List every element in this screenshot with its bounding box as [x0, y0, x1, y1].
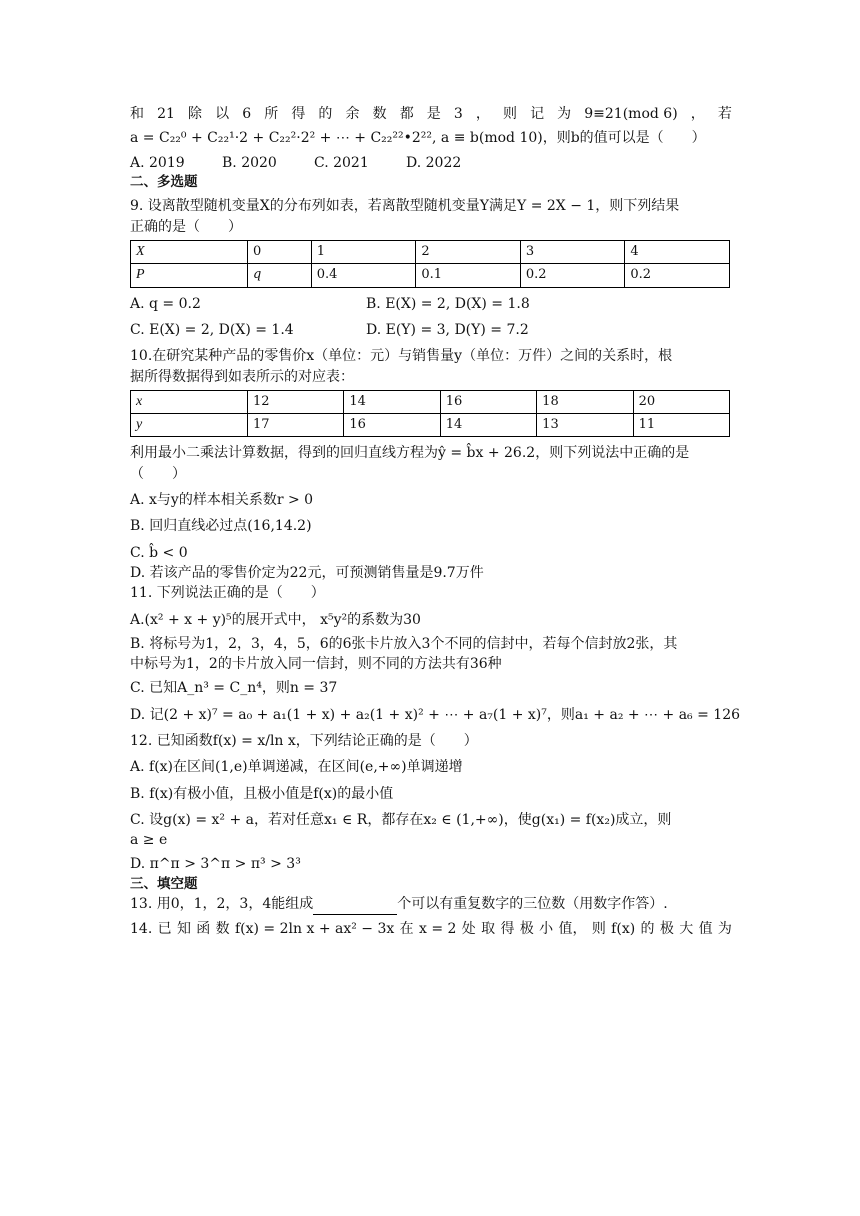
- q8-line1-word: 以: [215, 106, 230, 122]
- q11-option-c[interactable]: C. 已知A_n³ = C_n⁴，则n = 37: [130, 680, 338, 697]
- q8-line1-word: 所: [264, 106, 279, 122]
- table-cell: 16: [344, 414, 440, 437]
- q8-option-d[interactable]: D. 2022: [406, 154, 462, 171]
- table-row: [131, 390, 730, 413]
- q10-stem-line3: 利用最小二乘法计算数据，得到的回归直线方程为ŷ = b̂x + 26.2，则下列说法中正确的是: [130, 445, 690, 462]
- q14-word: f(x): [611, 920, 636, 937]
- q14-word: 大: [679, 920, 694, 937]
- section-heading-multi-choice: 二、多选题: [130, 173, 198, 190]
- q8-line1-word: 的: [318, 106, 333, 122]
- q14-word: 的: [640, 920, 655, 937]
- q9-stem-line1: 9. 设离散型随机变量X的分布列如表，若离散型随机变量Y满足Y = 2X − 1，则下列结果: [130, 198, 680, 215]
- table-cell: 12: [248, 390, 344, 413]
- q9-options-row1: [130, 294, 732, 314]
- exam-page: [130, 104, 741, 939]
- q13-text-before: 13. 用0，1，2，3，4能组成: [130, 896, 314, 913]
- q8-line1-word: ，: [690, 106, 705, 122]
- q14-word: 函: [196, 920, 211, 937]
- table-cell: 14: [440, 414, 536, 437]
- q8-line1-word: 则: [502, 106, 517, 122]
- table-cell: 0: [248, 241, 312, 264]
- q14-word: 已: [157, 920, 172, 937]
- q8-line1-word: 和: [130, 106, 144, 122]
- q8-line1-word: 记: [530, 106, 545, 122]
- table-cell: 0.2: [625, 264, 730, 287]
- table-row: [131, 414, 730, 437]
- q12-option-a[interactable]: A. f(x)在区间(1,e)单调递减，在区间(e,+∞)单调递增: [130, 759, 463, 776]
- q8-line1-word: 是: [426, 106, 441, 122]
- q10-option-d[interactable]: D. 若该产品的零售价定为22元，可预测销售量是9.7万件: [130, 564, 484, 581]
- q14-word: 知: [176, 920, 191, 937]
- q8-option-c[interactable]: C. 2021: [314, 154, 369, 171]
- q9-distribution-table: [130, 240, 730, 288]
- section-heading-fill-blank: 三、填空题: [130, 875, 198, 892]
- q13-answer-blank[interactable]: [313, 900, 397, 915]
- q9-option-a[interactable]: A. q = 0.2: [130, 295, 201, 312]
- q11-option-b-line1[interactable]: B. 将标号为1，2，3，4，5，6的6张卡片放入3个不同的信封中，若每个信封放2张，其: [130, 635, 678, 652]
- q8-line1-word: 除: [188, 106, 203, 122]
- q8-line2: a = C₂₂⁰ + C₂₂¹·2 + C₂₂²·2² + ⋯ + C₂₂²²•2²², a ≡ b(mod 10)，则b的值可以是（ ）: [130, 130, 706, 147]
- table-cell: 20: [633, 390, 729, 413]
- q14-word: 取: [481, 920, 496, 937]
- table-cell: 0.2: [520, 264, 625, 287]
- q8-line1-word: 9≡21(mod 6): [584, 106, 678, 122]
- table-cell: 14: [344, 390, 440, 413]
- q8-option-b[interactable]: B. 2020: [222, 154, 277, 171]
- table-row: [131, 264, 730, 287]
- q11-option-b-line2: 中标号为1，2的卡片放入同一信封，则不同的方法共有36种: [130, 656, 502, 673]
- q14-word: 则: [591, 920, 606, 937]
- q8-line1-word: 3: [453, 106, 463, 122]
- q9-option-d[interactable]: D. E(Y) = 3, D(Y) = 7.2: [366, 321, 529, 338]
- q12-option-c-line1[interactable]: C. 设g(x) = x² + a，若对任意x₁ ∈ R，都存在x₂ ∈ (1,+∞)，使g(x₁) = f(x₂)成立，则: [130, 811, 672, 828]
- q9-options-row2: [130, 320, 732, 340]
- q12-option-c-line2: a ≥ e: [130, 832, 168, 849]
- q11-option-d[interactable]: D. 记(2 + x)⁷ = a₀ + a₁(1 + x) + a₂(1 + x)² + ⋯ + a₇(1 + x)⁷，则a₁ + a₂ + ⋯ + a₆ = 126: [130, 706, 741, 723]
- q14-word: 在: [399, 920, 414, 937]
- q10-option-c[interactable]: C. b̂ < 0: [130, 544, 188, 561]
- q8-line1-word: 数: [372, 106, 387, 122]
- q8-line1-word: ，: [475, 106, 490, 122]
- q9-option-b[interactable]: B. E(X) = 2, D(X) = 1.8: [366, 295, 530, 312]
- q10-option-a[interactable]: A. x与y的样本相关系数r > 0: [130, 492, 314, 509]
- q14-word: 处: [461, 920, 476, 937]
- q8-options: [130, 153, 732, 173]
- q11-option-a[interactable]: A.(x² + x + y)⁵的展开式中， x⁵y²的系数为30: [130, 611, 421, 628]
- table-cell: 0.4: [311, 264, 416, 287]
- q12-stem: 12. 已知函数f(x) = x/ln x，下列结论正确的是（ ）: [130, 732, 478, 749]
- q9-stem-line2: 正确的是（ ）: [130, 218, 242, 235]
- table-cell: 0.1: [416, 264, 521, 287]
- table-cell: 17: [248, 414, 344, 437]
- q8-line1-word: 得: [291, 106, 306, 122]
- q8-line1: [130, 104, 732, 124]
- q14-word: 得: [500, 920, 515, 937]
- q14-word: 值，: [558, 920, 587, 937]
- q12-option-b[interactable]: B. f(x)有极小值，且极小值是f(x)的最小值: [130, 785, 394, 802]
- q14-word: x = 2: [418, 920, 457, 937]
- table-cell: 2: [416, 241, 521, 264]
- table-cell: P: [131, 264, 248, 287]
- table-cell: 11: [633, 414, 729, 437]
- q8-line1-word: 21: [157, 106, 175, 122]
- q14-word: f(x) = 2ln x + ax² − 3x: [234, 920, 395, 937]
- table-cell: X: [131, 241, 248, 264]
- q10-stem-line4: （ ）: [130, 465, 186, 482]
- q14-word: 数: [215, 920, 230, 937]
- q13-text-after: 个可以有重复数字的三位数（用数字作答）.: [397, 896, 668, 913]
- q14-word: 小: [539, 920, 554, 937]
- table-cell: 16: [440, 390, 536, 413]
- q14-word: 值: [698, 920, 713, 937]
- q8-line1-word: 6: [242, 106, 252, 122]
- table-cell: x: [131, 390, 248, 413]
- table-cell: q: [248, 264, 312, 287]
- q14-word: 14.: [130, 920, 153, 937]
- q8-line1-word: 为: [557, 106, 572, 122]
- q11-stem: 11. 下列说法正确的是（ ）: [130, 585, 325, 602]
- q14-word: 极: [659, 920, 674, 937]
- q10-data-table: [130, 390, 730, 438]
- q10-option-b[interactable]: B. 回归直线必过点(16,14.2): [130, 518, 312, 535]
- q8-line1-word: 若: [717, 106, 732, 122]
- table-cell: 3: [520, 241, 625, 264]
- q8-option-a[interactable]: A. 2019: [130, 154, 185, 171]
- table-cell: y: [131, 414, 248, 437]
- q13-line: [130, 894, 732, 914]
- q9-option-c[interactable]: C. E(X) = 2, D(X) = 1.4: [130, 321, 294, 338]
- q10-stem-line1: 10.在研究某种产品的零售价x（单位：元）与销售量y（单位：万件）之间的关系时，根: [130, 348, 673, 365]
- q14-word: 极: [519, 920, 534, 937]
- q8-line1-word: 都: [399, 106, 414, 122]
- table-cell: 1: [311, 241, 416, 264]
- table-row: [131, 241, 730, 264]
- q14-line: [130, 919, 732, 939]
- table-cell: 18: [537, 390, 633, 413]
- table-cell: 4: [625, 241, 730, 264]
- q14-word: 为: [717, 920, 732, 937]
- q12-option-d[interactable]: D. π^π > 3^π > π³ > 3³: [130, 856, 301, 873]
- q10-stem-line2: 据所得数据得到如表所示的对应表：: [130, 368, 354, 385]
- table-cell: 13: [537, 414, 633, 437]
- q8-line1-word: 余: [345, 106, 360, 122]
